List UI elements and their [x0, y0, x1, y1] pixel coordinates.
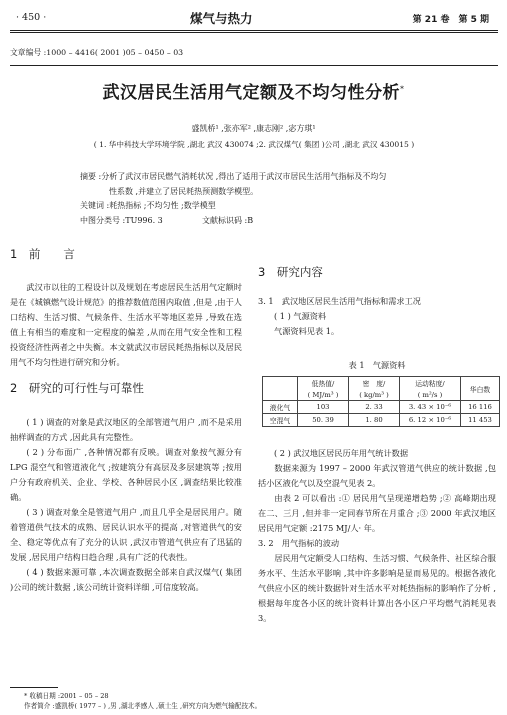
- section-2-paragraph: ( 4 ) 数据来源可靠 ,本次调查数据全部来自武汉煤气( 集团 )公司的统计数据 ,该公司统计资料详细 ,可信度较高。: [10, 567, 242, 592]
- table-row: [263, 414, 500, 427]
- subsection-3-1-heading: 3. 1 武汉地区居民生活用气指标和需求工况: [258, 296, 421, 306]
- footnote-rule: [10, 687, 58, 688]
- authors: 盛凯桥¹ ,张亦军² ,康志刚² ,宓方琪¹: [191, 124, 316, 133]
- section-2-body: [10, 415, 242, 595]
- table-unit: ( MJ/m³ ): [298, 389, 349, 401]
- table-cell: 液化气: [263, 401, 298, 414]
- table-cell: 2. 33: [349, 401, 400, 414]
- page-number: · 450 ·: [16, 12, 47, 23]
- section-3-1-2-block: [258, 446, 496, 626]
- table-cell: 16 116: [461, 401, 500, 414]
- subsection-item-heading: ( 1 ) 气源资料: [274, 311, 327, 321]
- section-2-paragraph: ( 3 ) 调查对象全是管道气用户 ,而且几乎全是居民用户。随着管道供气技术的成熟、居民认识水平的提高 ,对管道供气的安全、稳定等优点有了充分的认识 ,武汉市管道气供应有了迅猛的发展 ,居民用户结构日趋合理 ,具有广泛的代表性。: [10, 507, 242, 562]
- abstract-line: 性系数 ,并建立了居民耗热预测数学模型。: [109, 186, 259, 196]
- header-rule-2: [10, 32, 498, 33]
- subsection-text: 气源资料见表 1。: [274, 326, 340, 336]
- table-header: 运动粘度/: [400, 377, 461, 390]
- affiliation: ( 1. 华中科技大学环境学院 ,湖北 武汉 430074 ;2. 武汉煤气( 集团 )公司 ,湖北 武汉 430015 ): [93, 140, 415, 149]
- abstract-line: 摘要 :分析了武汉市居民燃气消耗状况 ,得出了适用于武汉市居民生活用气指标及不均匀: [80, 172, 387, 181]
- paper-title-text: 武汉居民生活用气定额及不均匀性分析: [102, 83, 400, 103]
- section-2-heading: 2 研究的可行性与可靠性: [10, 381, 144, 395]
- section-3-heading: 3 研究内容: [258, 265, 323, 279]
- footnote-received: * 收稿日期 :2001 – 05 – 28: [24, 692, 109, 700]
- section-1-body: [10, 280, 242, 370]
- issue-info: 第 21 卷 第 5 期: [412, 15, 489, 25]
- table-header: 密 度/: [349, 377, 400, 390]
- subsection-item-heading: ( 2 ) 武汉地区居民历年用气统计数据: [274, 448, 409, 458]
- section-3-1-block: [258, 294, 496, 339]
- section-1-paragraph: 武汉市以往的工程设计以及规划在考虑居民生活用气定额时是在《城镇燃气设计规范》的推荐数值范围内取值 ,但是 ,由于人口结构、生活习惯、气候条件、生活水平等地区差异 ,导致在选值上有相当的难度和一定程度的偏差 ,从而在用气安全性和工程投资经济性两者之中失衡。本文就武汉市居民耗热指标以及居民用气不均匀性进行研究和分析。: [10, 282, 242, 367]
- subsection-paragraph: 由表 2 可以看出 :① 居民用气呈现递增趋势 ;② 高峰期出现在二、三月 ,但并非一定同春节所在月重合 ;③ 2000 年武汉地区居民用气定额 :2175 MJ/人· 年。: [258, 493, 496, 533]
- class-number: 中图分类号 :TU996. 3: [80, 216, 163, 225]
- table-unit: ( m²/s ): [400, 389, 461, 401]
- table-row: [263, 401, 500, 414]
- classification: [80, 215, 253, 226]
- table-header: 华白数: [461, 377, 500, 401]
- document-code: 文献标识码 :B: [202, 216, 254, 225]
- section-2-paragraph: ( 1 ) 调查的对象是武汉地区的全部管道气用户 ,而不是采用抽样调查的方式 ,因此具有完整性。: [10, 417, 242, 442]
- section-2-paragraph: ( 2 ) 分布面广 ,各种情况都有反映。调查对象按气源分有 LPG 混空气和管道液化气 ;按建筑分有高层及多层建筑等 ;按用户分有政府机关、企业、学校、各种居民小区 ,调查结果比较准确。: [10, 447, 242, 502]
- table: [262, 376, 500, 427]
- paper-title: [0, 78, 507, 103]
- journal-title: 煤气与热力: [190, 11, 253, 26]
- table-cell: 50. 39: [298, 414, 349, 427]
- table-header: 低热值/: [298, 377, 349, 390]
- subsection-3-2-heading: 3. 2 用气指标的波动: [258, 538, 340, 548]
- header-rule: [10, 30, 498, 31]
- table-cell: 11 453: [461, 414, 500, 427]
- table-cell: 1. 80: [349, 414, 400, 427]
- subsection-paragraph: 居民用气定额受人口结构、生活习惯、气候条件、社区综合服务水平、生活水平影响 ,其中许多影响是显而易见的。根据各液化气供应小区的统计数据针对生活水平对耗热指标的影响作了分析 ,根据每年度各小区的统计资料计算出各小区户平均燃气消耗见表 3。: [258, 553, 496, 623]
- table-unit: ( kg/m³ ): [349, 389, 400, 401]
- gas-source-table: [262, 376, 500, 427]
- table-caption: 表 1 气源资料: [348, 360, 406, 370]
- table-row: [263, 377, 500, 390]
- footnote-author: 作者简介 :盛凯桥( 1977 – ) ,男 ,湖北孝感人 ,硕士生 ,研究方向为燃气输配技术。: [24, 702, 262, 710]
- article-rule: [10, 65, 498, 66]
- table-corner-cell: [263, 377, 298, 401]
- subsection-paragraph: 数据来源为 1997 – 2000 年武汉管道气供应的统计数据 ,包括小区液化气以及空混气见表 2。: [258, 463, 496, 488]
- keywords: 关键词 :耗热指标 ;不均匀性 ;数学模型: [80, 201, 216, 210]
- abstract: [80, 170, 452, 199]
- table-cell: 6. 12 × 10⁻⁶: [400, 414, 461, 427]
- article-number: 文章编号 :1000 – 4416( 2001 )05 – 0450 – 03: [10, 48, 184, 57]
- section-1-heading: 1 前 言: [10, 247, 75, 261]
- table-cell: 103: [298, 401, 349, 414]
- table-cell: 3. 43 × 10⁻⁶: [400, 401, 461, 414]
- title-footnote-mark: *: [400, 84, 405, 94]
- table-cell: 空混气: [263, 414, 298, 427]
